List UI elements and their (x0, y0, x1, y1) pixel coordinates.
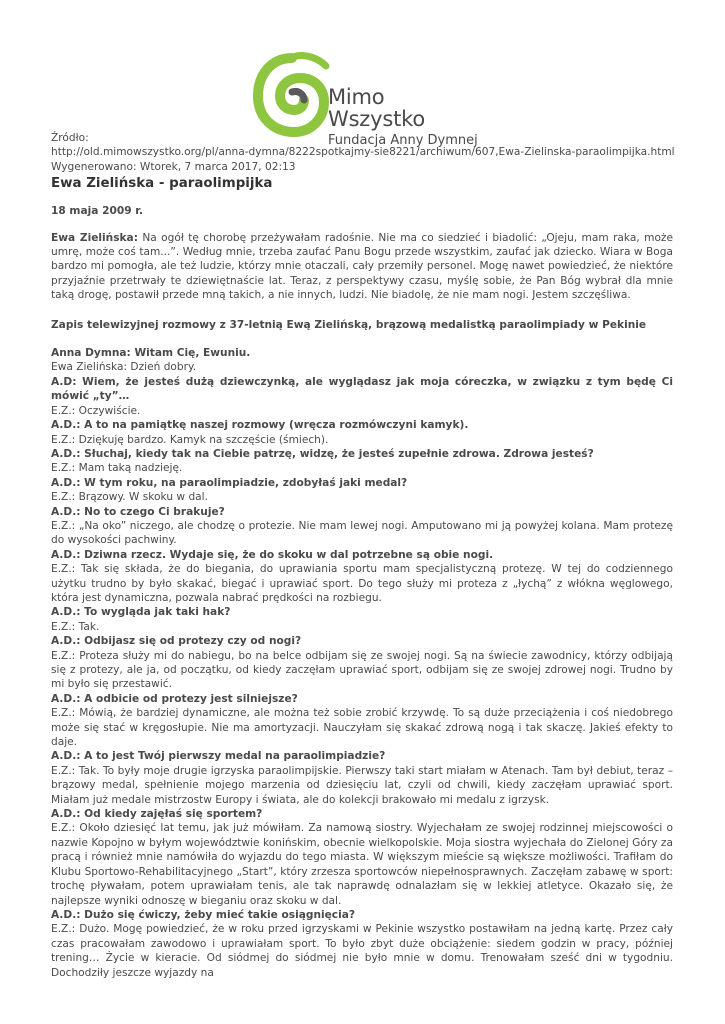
interview-answer: E.Z.: Mam taką nadzieję. (51, 462, 183, 475)
source-url[interactable]: http://old.mimowszystko.org/pl/anna-dymna/8222spotkajmy-sie8221/archiwum/607,Ewa-Zielinska-paraolimpijka.html (51, 146, 675, 159)
logo-subtitle: Fundacja Anny Dymnej (328, 133, 478, 148)
interview-question: A.D.: W tym roku, na paraolimpiadzie, zdobyłaś jaki medal? (51, 476, 408, 489)
interview-question: A.D.: No to czego Ci brakuje? (51, 505, 225, 518)
interview-answer: Ewa Zielińska: Dzień dobry. (51, 361, 197, 374)
interview-question: A.D.: Słuchaj, kiedy tak na Ciebie patrzę, widzę, że jesteś zupełnie zdrowa. Zdrowa jesteś? (51, 447, 594, 460)
document-body (51, 131, 673, 980)
article-title: Ewa Zielińska - paraolimpijka (51, 176, 273, 192)
interview-question: Anna Dymna: Witam Cię, Ewuniu. (51, 347, 251, 360)
logo-name: Mimo Wszystko (328, 85, 425, 131)
generated-date: Wygenerowano: Wtorek, 7 marca 2017, 02:13 (51, 160, 296, 173)
interview-answer: E.Z.: Brązowy. W skoku w dal. (51, 491, 208, 504)
lead-paragraph (51, 231, 673, 303)
article-date: 18 maja 2009 r. (51, 205, 143, 218)
interview-answer: E.Z.: Oczywiście. (51, 404, 141, 417)
interview-answer: E.Z.: Tak się składa, że do biegania, do uprawiania sportu mam specjalistyczną protezę. W tej do codziennego użytku trudno by było skakać, biegać i uprawiać sport. Do tego służy mi proteza z „łychą” z włókna węglowego, która jest dynamiczna, pozwala nabrać prędkości na rozbiegu. (51, 563, 673, 604)
interview-answer: E.Z.: „Na oko” niczego, ale chodzę o protezie. Nie mam lewej nogi. Amputowano mi ją powyżej kolana. Mam protezę do wysokości pachwiny. (51, 519, 673, 547)
spiral-logo-icon (252, 52, 332, 140)
interview-question: A.D.: Od kiedy zajęłaś się sportem? (51, 808, 263, 821)
interview-question: A.D.: To wygląda jak taki hak? (51, 606, 231, 619)
interview-answer: E.Z.: Proteza służy mi do nabiegu, bo na belce odbijam się ze swojej nogi. Są na świecie zawodnicy, którzy odbijają się z protezy, ale ja, od początku, od kiedy zaczęłam uprawiać sport, odbijam się ze swojej zdrowej nogi. Trudno by mi było się przestawić. (51, 649, 673, 691)
interview-subheading: Zapis telewizyjnej rozmowy z 37-letnią Ewą Zielińską, brązową medalistką paraolimpiady w Pekinie (51, 318, 647, 331)
interview-question: A.D.: A odbicie od protezy jest silniejsze? (51, 692, 298, 705)
source-label: Źródło: (51, 132, 89, 144)
interview-question: A.D.: Dziwna rzecz. Wydaje się, że do skoku w dal potrzebne są obie nogi. (51, 548, 494, 561)
interview-question: A.D.: A to jest Twój pierwszy medal na paraolimpiadzie? (51, 750, 386, 763)
lead-speaker: Ewa Zielińska: (51, 231, 138, 244)
interview-question: A.D.: Odbijasz się od protezy czy od nogi? (51, 635, 302, 648)
source-meta (51, 131, 673, 174)
lead-text: Na ogół tę chorobę przeżywałam radośnie. Nie ma co siedzieć i biadolić: „Ojeju, mam raka, może umrę, może coś tam...”. Według mnie, trzeba zaufać Panu Bogu przede wszystkim, zaufać jak dziecko. Wiara w Boga bardzo mi pomogła, ale też ludzie, którzy mnie otaczali, cały przemiły personel. Mogę nawet powiedzieć, że niektóre przyjaźnie przetrwały te dziewiętnaście lat. Teraz, z perspektywy czasu, myślę sobie, że Pan Bóg wybrał dla mnie taką drogę, postawił przede mną takich, a nie innych, ludzi. Nie biadolę, że nie mam nogi. Jestem szczęśliwa. (51, 231, 674, 302)
interview-question: A.D.: Dużo się ćwiczy, żeby mieć takie osiągnięcia? (51, 908, 356, 921)
interview-answer: E.Z.: Tak. (51, 620, 100, 633)
interview-dialog (51, 346, 673, 980)
interview-question: A.D.: A to na pamiątkę naszej rozmowy (wręcza rozmówczyni kamyk). (51, 419, 469, 432)
interview-answer: E.Z.: Mówią, że bardziej dynamiczne, ale można też sobie zrobić krzywdę. To są duże przeciążenia i coś niedobrego może się stać w kręgosłupie. Nie ma amortyzacji. Nauczyłam się skakać zdrową nogą i tak skaczę. Jakieś efekty to daje. (51, 707, 673, 749)
interview-answer: E.Z.: Dużo. Mogę powiedzieć, że w roku przed igrzyskami w Pekinie wszystko postawiłam na jedną kartę. Przez cały czas pracowałam zawodowo i uprawiałam sport. To było zbyt duże obciążenie: siedem godzin w pracy, później trening… Życie w kieracie. Od siódmej do siódmej nie było mnie w domu. Trenowałam sześć dni w tygodniu. Dochodziły jeszcze wyjazdy na (51, 923, 673, 979)
interview-answer: E.Z.: Tak. To były moje drugie igrzyska paraolimpijskie. Pierwszy taki start miałam w Atenach. Tam był debiut, teraz – brązowy medal, spełnienie mojego marzenia od dziesięciu lat, czyli od chwili, kiedy zaczęłam uprawiać sport. Miałam już medale mistrzostw Europy i świata, ale do kolekcji brakowało mi medalu z igrzysk. (51, 764, 673, 806)
interview-answer: E.Z.: Około dziesięć lat temu, jak już mówiłam. Za namową siostry. Wyjechałam ze swojej rodzinnej miejscowości o nazwie Kopojno w byłym województwie konińskim, obecnie wielkopolskie. Moja siostra wyjechała do Zielonej Góry za pracą i również mnie namówiła do wyjazdu do tego miasta. W większym mieście są większe możliwości. Trafiłam do Klubu Sportowo-Rehabilitacyjnego „Start”, który zrzesza sportowców niepełnosprawnych. Zaczęłam zabawę w sport: trochę pływałam, potem uprawiałam tenis, ale tak naprawdę odnalazłam się w lekkiej atletyce. Okazało się, że najlepsze wyniki odnoszę w bieganiu oraz skoku w dal. (51, 822, 673, 907)
interview-answer: E.Z.: Dziękuję bardzo. Kamyk na szczęście (śmiech). (51, 433, 329, 446)
interview-question: A.D: Wiem, że jesteś dużą dziewczynką, ale wyglądasz jak moja córeczka, w związku z tym będę Ci mówić „ty”… (51, 375, 673, 403)
foundation-logo (252, 52, 482, 148)
